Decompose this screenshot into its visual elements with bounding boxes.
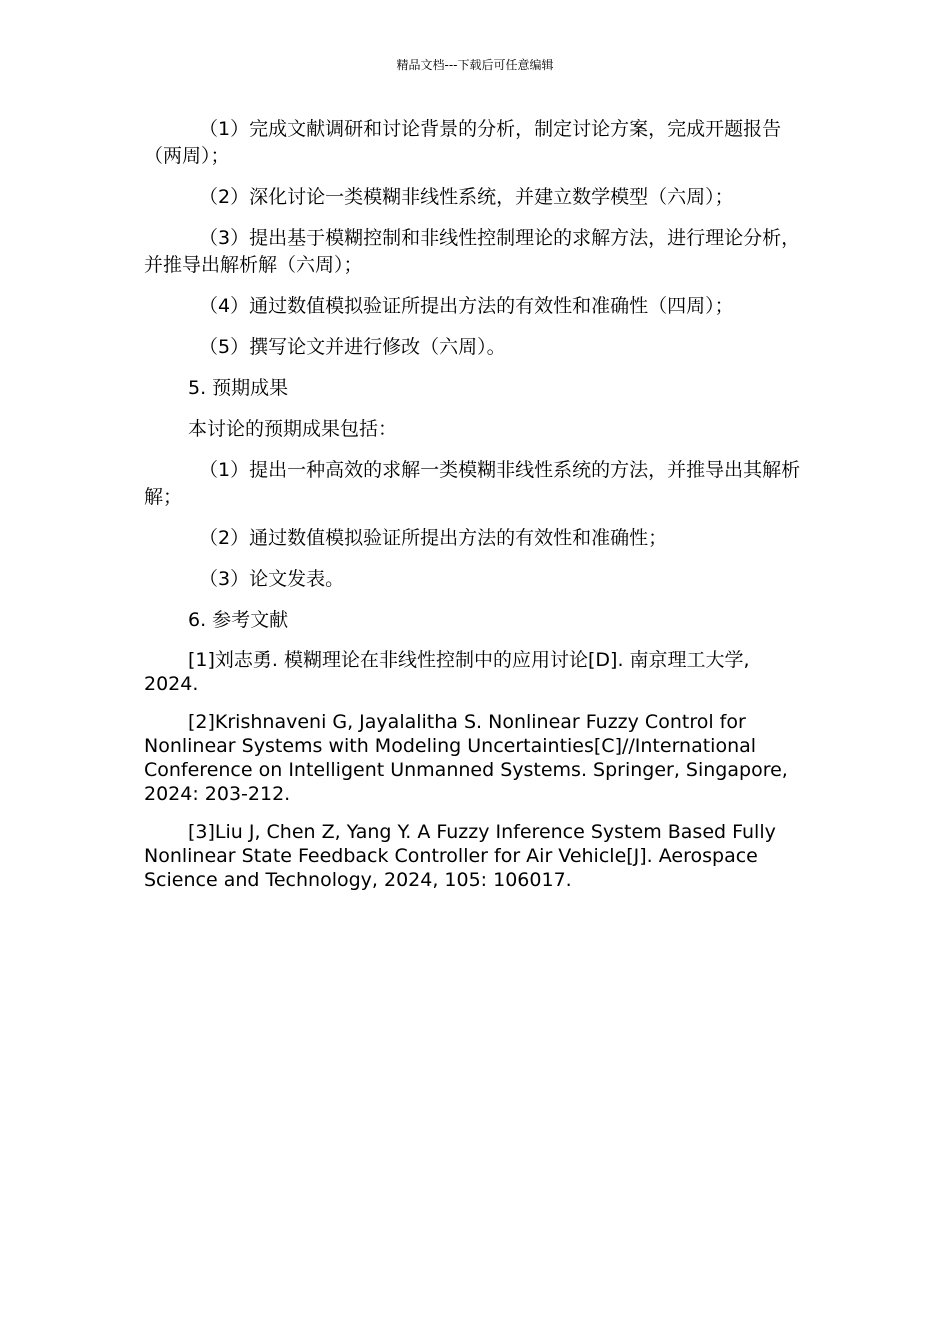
expected-result-2: （2）通过数值模拟验证所提出方法的有效性和准确性； xyxy=(199,527,668,549)
page-header: 精品文档---下载后可任意编辑 xyxy=(396,58,554,72)
reference-1: [1]刘志勇. 模糊理论在非线性控制中的应用讨论[D]. 南京理工大学, 2024. xyxy=(144,649,750,695)
plan-item-3: （3）提出基于模糊控制和非线性控制理论的求解方法，进行理论分析，并推导出解析解（六周）； xyxy=(144,227,801,276)
section-heading-references: 6. 参考文献 xyxy=(188,609,289,631)
plan-item-1: （1）完成文献调研和讨论背景的分析，制定讨论方案，完成开题报告（两周）； xyxy=(144,118,782,167)
document-body xyxy=(144,116,806,906)
expected-result-3: （3）论文发表。 xyxy=(199,568,345,590)
expected-result-1: （1）提出一种高效的求解一类模糊非线性系统的方法，并推导出其解析解； xyxy=(144,459,801,508)
expected-results-intro: 本讨论的预期成果包括： xyxy=(188,418,398,440)
plan-item-5: （5）撰写论文并进行修改（六周）。 xyxy=(199,336,506,358)
reference-2: [2]Krishnaveni G, Jayalalitha S. Nonlinear Fuzzy Control for Nonlinear Systems with Modeling Uncertainties[C]//International Conference on Intelligent Unmanned Systems. Springer, Singapore, 2024: 203-212. xyxy=(144,711,788,805)
section-heading-expected-results: 5. 预期成果 xyxy=(188,377,289,399)
reference-3: [3]Liu J, Chen Z, Yang Y. A Fuzzy Inference System Based Fully Nonlinear State Feedback Controller for Air Vehicle[J]. Aerospace Science and Technology, 2024, 105: 106017. xyxy=(144,821,776,891)
plan-item-2: （2）深化讨论一类模糊非线性系统，并建立数学模型（六周）； xyxy=(199,186,734,208)
plan-item-4: （4）通过数值模拟验证所提出方法的有效性和准确性（四周）； xyxy=(199,295,734,317)
